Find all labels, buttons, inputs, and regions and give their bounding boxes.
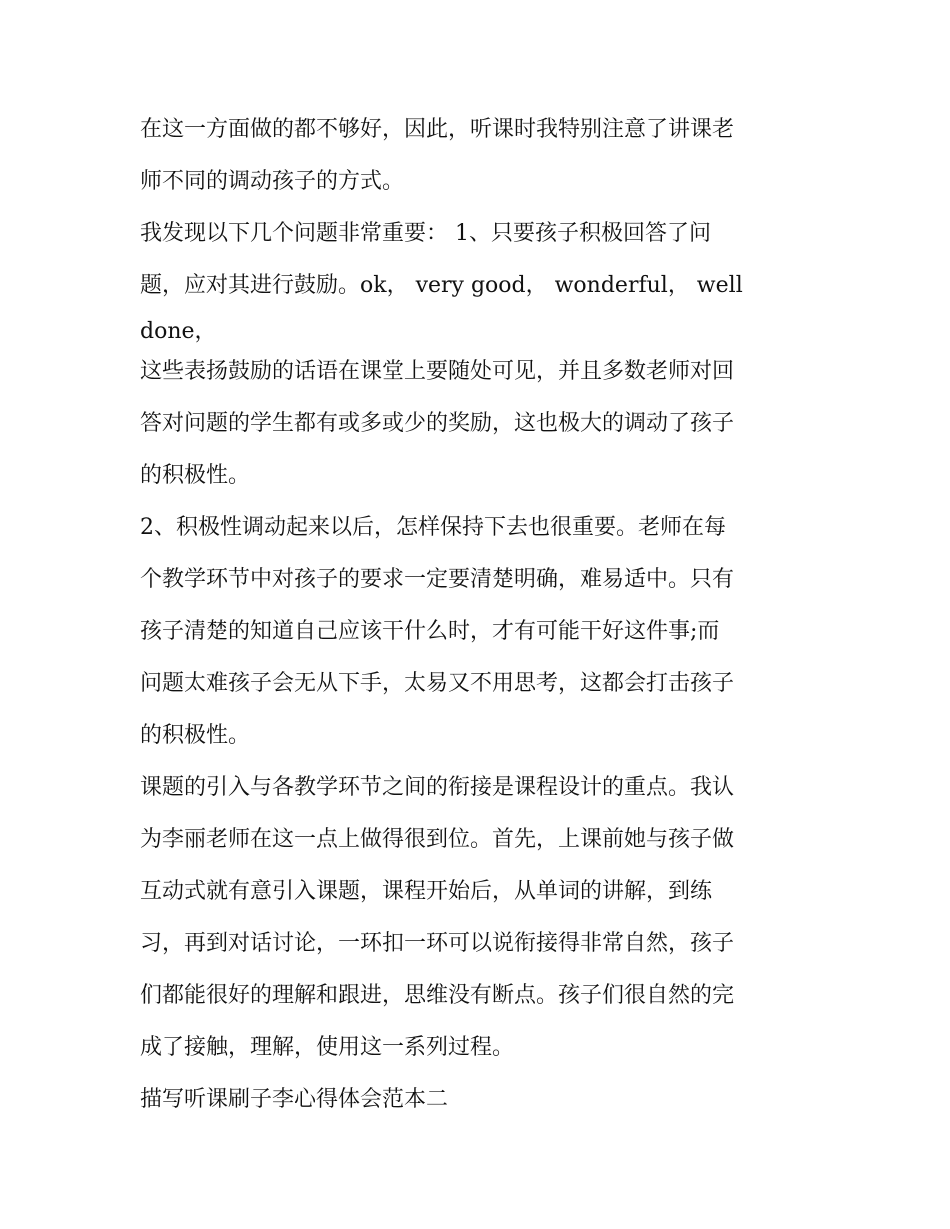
document-body bbox=[140, 104, 820, 1126]
text-line: 这些表扬鼓励的话语在课堂上要随处可见，并且多数老师对回 bbox=[140, 359, 735, 384]
text-line: 成了接触，理解，使用这一系列过程。 bbox=[140, 1035, 515, 1060]
text-line: 我发现以下几个问题非常重要： 1、只要孩子积极回答了问 bbox=[140, 221, 711, 246]
text-line: 师不同的调动孩子的方式。 bbox=[140, 169, 405, 194]
text-line: 答对问题的学生都有或多或少的奖励，这也极大的调动了孩子 bbox=[140, 411, 735, 436]
section-heading: 描写听课刷子李心得体会范本二 bbox=[140, 1087, 449, 1112]
text-line: 在这一方面做的都不够好，因此，听课时我特别注意了讲课老 bbox=[140, 117, 735, 142]
text-line: 的积极性。 bbox=[140, 723, 251, 748]
text-line: 问题太难孩子会无从下手，太易又不用思考，这都会打击孩子 bbox=[140, 671, 735, 696]
text-line: 为李丽老师在这一点上做得很到位。首先，上课前她与孩子做 bbox=[140, 827, 735, 852]
text-line: 题，应对其进行鼓励。ok， very good， wonderful， well bbox=[140, 273, 743, 298]
text-line: done， bbox=[140, 319, 217, 344]
text-line: 2、积极性调动起来以后，怎样保持下去也很重要。老师在每 bbox=[140, 515, 726, 540]
text-line: 孩子清楚的知道自己应该干什么时，才有可能干好这件事;而 bbox=[140, 619, 720, 644]
text-line: 习，再到对话讨论，一环扣一环可以说衔接得非常自然，孩子 bbox=[140, 931, 735, 956]
text-line: 的积极性。 bbox=[140, 463, 251, 488]
text-line: 互动式就有意引入课题，课程开始后，从单词的讲解，到练 bbox=[140, 879, 713, 904]
text-line: 个教学环节中对孩子的要求一定要清楚明确，难易适中。只有 bbox=[140, 567, 735, 592]
text-line: 们都能很好的理解和跟进，思维没有断点。孩子们很自然的完 bbox=[140, 983, 735, 1008]
text-line: 课题的引入与各教学环节之间的衔接是课程设计的重点。我认 bbox=[140, 775, 735, 800]
